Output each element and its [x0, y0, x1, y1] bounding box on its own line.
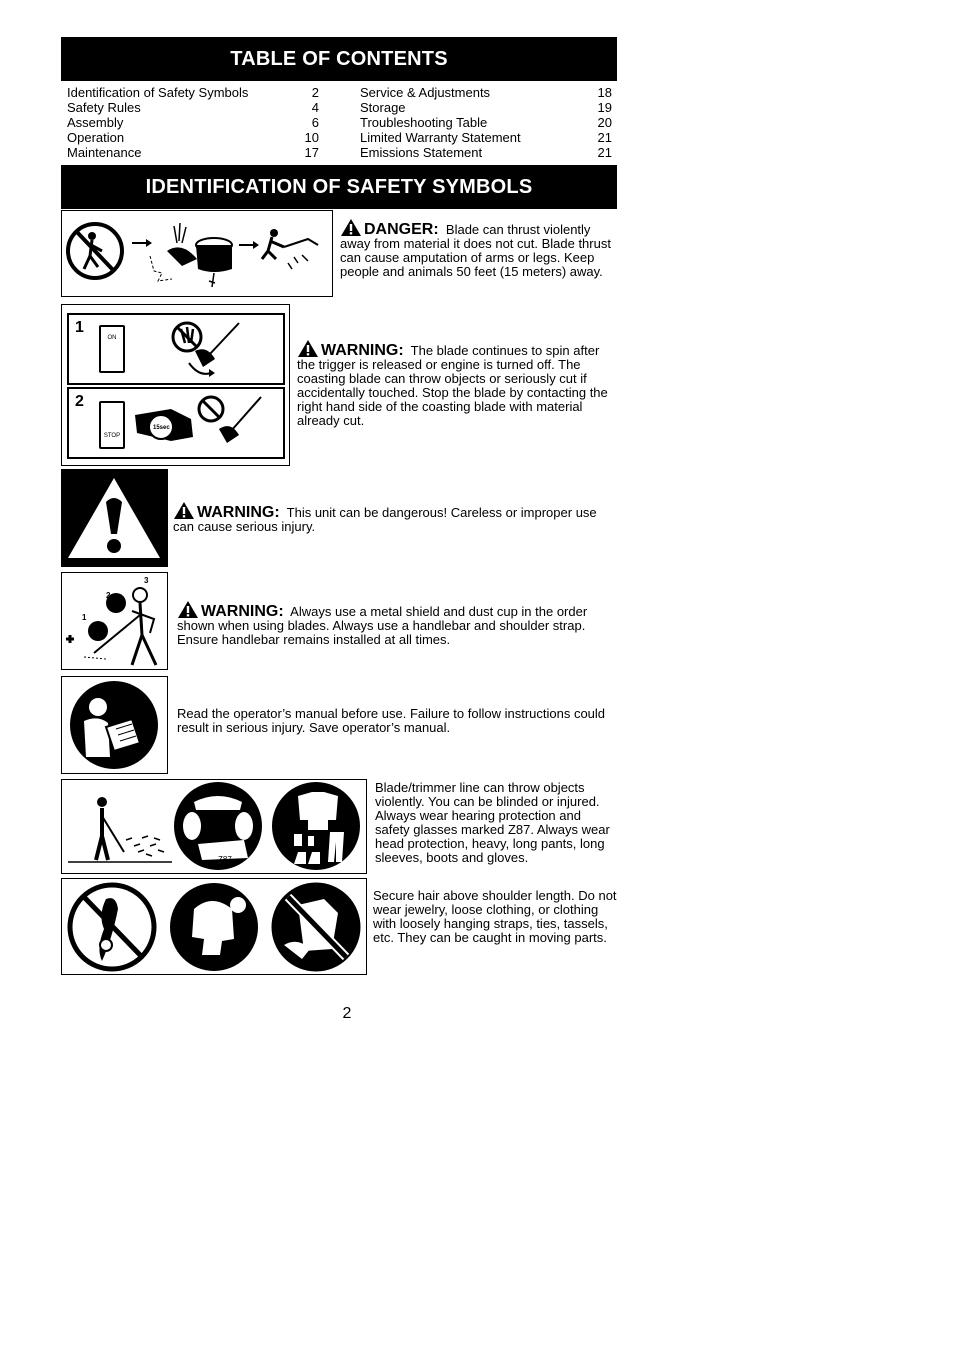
- toc-entry[interactable]: Troubleshooting Table 20: [360, 115, 612, 130]
- warning-label: WARNING:: [201, 603, 284, 620]
- thrown-operator-icon: [262, 229, 318, 269]
- tree-stump-icon: [196, 238, 232, 287]
- no-touch-blade-icon: [159, 315, 269, 383]
- loose-clothing-text: Secure hair above shoulder length. Do not wear jewelry, loose clothing, or clothing with loosely hanging straps, ties, tassels, etc. They can be caught in moving parts.: [373, 888, 617, 945]
- shield-harness-pictogram: [61, 572, 168, 670]
- warning-coasting-blade-text: WARNING: The blade continues to spin after the trigger is released or engine is turned off. The coasting blade can throw objects or seriously cut if accidentally touched. Stop the blade by contacting the right hand side of the coasting blade with material already cut.: [297, 339, 611, 428]
- warning-dangerous-text: WARNING: This unit can be dangerous! Careless or improper use can cause serious injury.: [173, 501, 613, 534]
- warning-triangle-icon: [177, 600, 199, 619]
- timer-label: 15sec: [153, 425, 170, 431]
- trimmer-blade-icon: [150, 223, 197, 281]
- toc-title: TABLE OF CONTENTS: [61, 37, 617, 81]
- no-long-hair-icon: [70, 885, 154, 969]
- danger-blade-thrust-text: DANGER: Blade can thrust violently away from material it does not cut. Blade thrust can cause amputation of arms or legs. Keep people and animals 50 feet (15 meters) away.: [340, 218, 612, 279]
- step-number: 1: [82, 613, 87, 622]
- metal-shield-icon: [88, 621, 108, 641]
- warning-triangle-icon: [173, 501, 195, 520]
- protective-equipment-pictogram: [61, 779, 367, 874]
- toc-left-column: [67, 85, 319, 160]
- z87-mark: Z87: [218, 855, 232, 864]
- toc-entry[interactable]: Assembly 6: [67, 115, 319, 130]
- toc-entry[interactable]: Limited Warranty Statement 21: [360, 130, 612, 145]
- operator-debris-icon: [68, 797, 172, 862]
- step-2-panel: [67, 387, 285, 459]
- coasting-blade-pictogram: [61, 304, 290, 466]
- toc-entry[interactable]: Maintenance 17: [67, 145, 319, 160]
- read-manual-pictogram: [61, 676, 168, 774]
- timer-hand-icon: [131, 389, 281, 457]
- warning-label: WARNING:: [197, 504, 280, 521]
- no-person-icon: [68, 224, 122, 278]
- safety-symbols-title: IDENTIFICATION OF SAFETY SYMBOLS: [61, 165, 617, 209]
- step-number: 1: [75, 319, 84, 336]
- power-switch-icon: ON: [99, 325, 125, 373]
- toc-entry[interactable]: Service & Adjustments 18: [360, 85, 612, 100]
- loose-clothing-pictogram: [61, 878, 367, 975]
- step-number: 2: [75, 393, 84, 410]
- stop-switch-icon: STOP: [99, 401, 125, 449]
- step-1-panel: [67, 313, 285, 385]
- toc-entry[interactable]: Emissions Statement 21: [360, 145, 612, 160]
- toc-entry[interactable]: Storage 19: [360, 100, 612, 115]
- secured-hair-icon: [170, 883, 258, 971]
- page-number: 2: [342, 1005, 352, 1022]
- danger-label: DANGER:: [364, 221, 439, 238]
- toc-entry[interactable]: Identification of Safety Symbols 2: [67, 85, 319, 100]
- toc-entry[interactable]: Operation 10: [67, 130, 319, 145]
- step-number: 3: [144, 576, 149, 585]
- blade-thrust-pictogram: [61, 210, 333, 297]
- read-manual-text: Read the operator’s manual before use. Failure to follow instructions could result in serious injury. Save operator’s manual.: [177, 706, 606, 735]
- no-loose-clothing-icon: [274, 885, 358, 969]
- alert-pictogram: [61, 469, 168, 567]
- warning-triangle-icon: [340, 218, 362, 237]
- warning-label: WARNING:: [321, 342, 404, 359]
- toc-entry[interactable]: Safety Rules 4: [67, 100, 319, 115]
- toc-right-column: [360, 85, 612, 160]
- step-number: 2: [106, 591, 111, 600]
- warning-triangle-icon: [297, 339, 319, 358]
- warning-shield-text: WARNING: Always use a metal shield and dust cup in the order shown when using blades. Always use a handlebar and shoulder strap. Ensure handlebar remains installed at all times.: [177, 600, 613, 647]
- protective-equipment-text: Blade/trimmer line can throw objects violently. You can be blinded or injured. Always wear hearing protection and safety glasses marked Z87. Always wear head protection, heavy, long pants, long sleeves, boots and gloves.: [375, 780, 610, 865]
